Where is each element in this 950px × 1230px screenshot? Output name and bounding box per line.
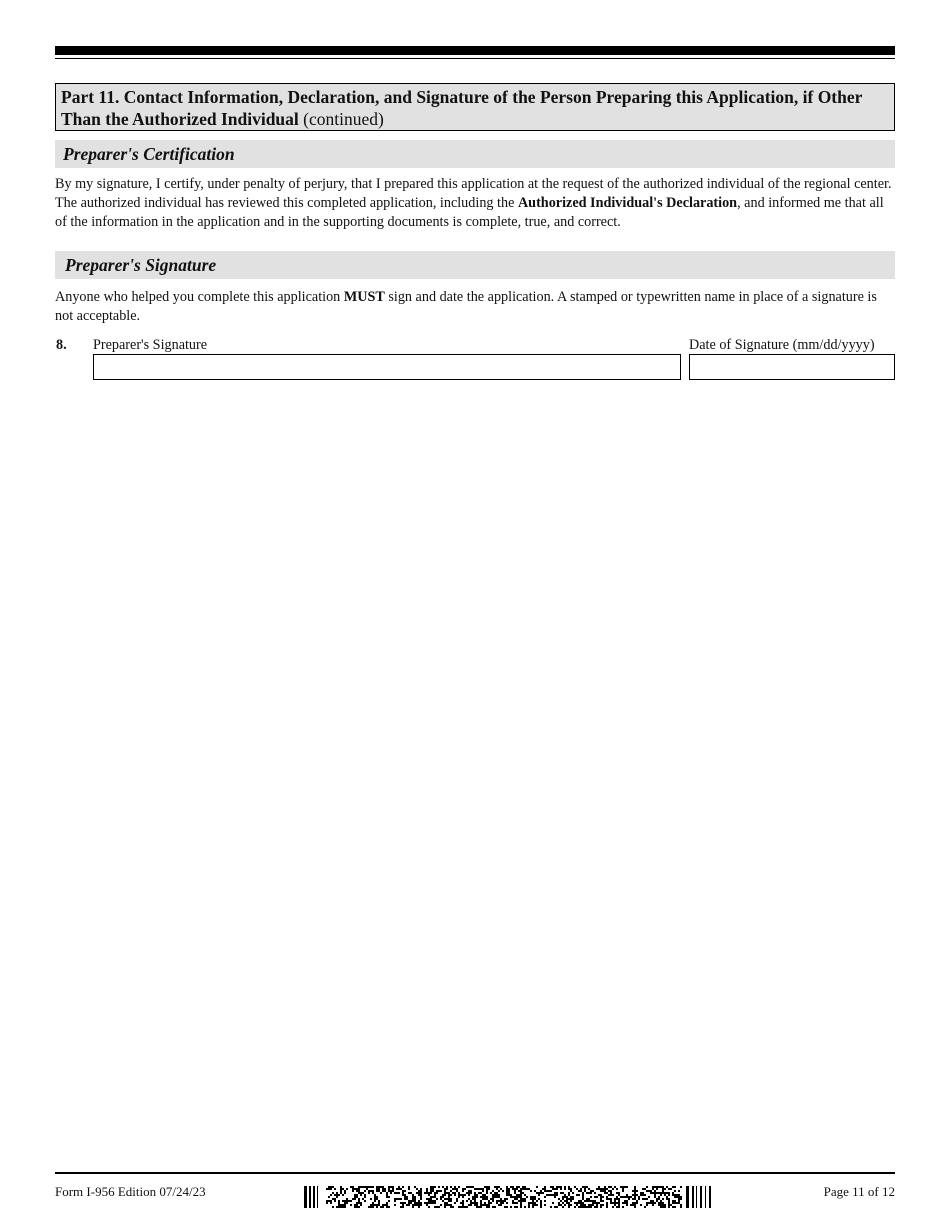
form-edition: Form I-956 Edition 07/24/23 — [55, 1184, 206, 1199]
certification-heading: Preparer's Certification — [63, 144, 235, 164]
signature-instructions — [55, 288, 895, 326]
page-number: Page 11 of 12 — [823, 1184, 895, 1199]
top-rule-thick — [55, 46, 895, 55]
signature-instructions-2: sign and date the application. A stamped or typewritten name in place of a signature is not acceptable. — [55, 289, 877, 324]
barcode-image — [304, 1186, 714, 1208]
preparer-signature-label: Preparer's Signature — [93, 337, 208, 353]
certification-text-2: , and informed me that all of the information in the application and in the supporting documents is complete, true, and correct. — [55, 195, 884, 230]
certification-text-1: By my signature, I certify, under penalty of perjury, that I prepared this application at the request of the authorized individual of the regional center. The authorized individual has reviewed this completed application, including the — [55, 176, 892, 211]
signature-instructions-bold: MUST — [343, 289, 385, 305]
part-continued: (continued) — [303, 109, 384, 129]
footer-rule — [55, 1172, 895, 1174]
part-title-text: Part 11. Contact Information, Declaration, and Signature of the Person Preparing this Application, if Other Than the Authorized Individual — [61, 87, 863, 129]
item-number-8: 8. — [56, 337, 67, 353]
top-rule-thin — [55, 58, 895, 59]
certification-bold: Authorized Individual's Declaration — [517, 195, 738, 211]
date-of-signature-field[interactable] — [689, 354, 895, 380]
certification-header — [55, 140, 895, 168]
signature-heading: Preparer's Signature — [65, 255, 217, 275]
signature-instructions-1: Anyone who helped you complete this application — [55, 289, 344, 305]
signature-section-header — [55, 251, 895, 279]
part-title — [61, 86, 886, 130]
preparer-signature-field[interactable] — [93, 354, 681, 380]
certification-text — [55, 175, 895, 232]
part-header — [55, 83, 895, 131]
date-of-signature-label: Date of Signature (mm/dd/yyyy) — [689, 337, 875, 353]
